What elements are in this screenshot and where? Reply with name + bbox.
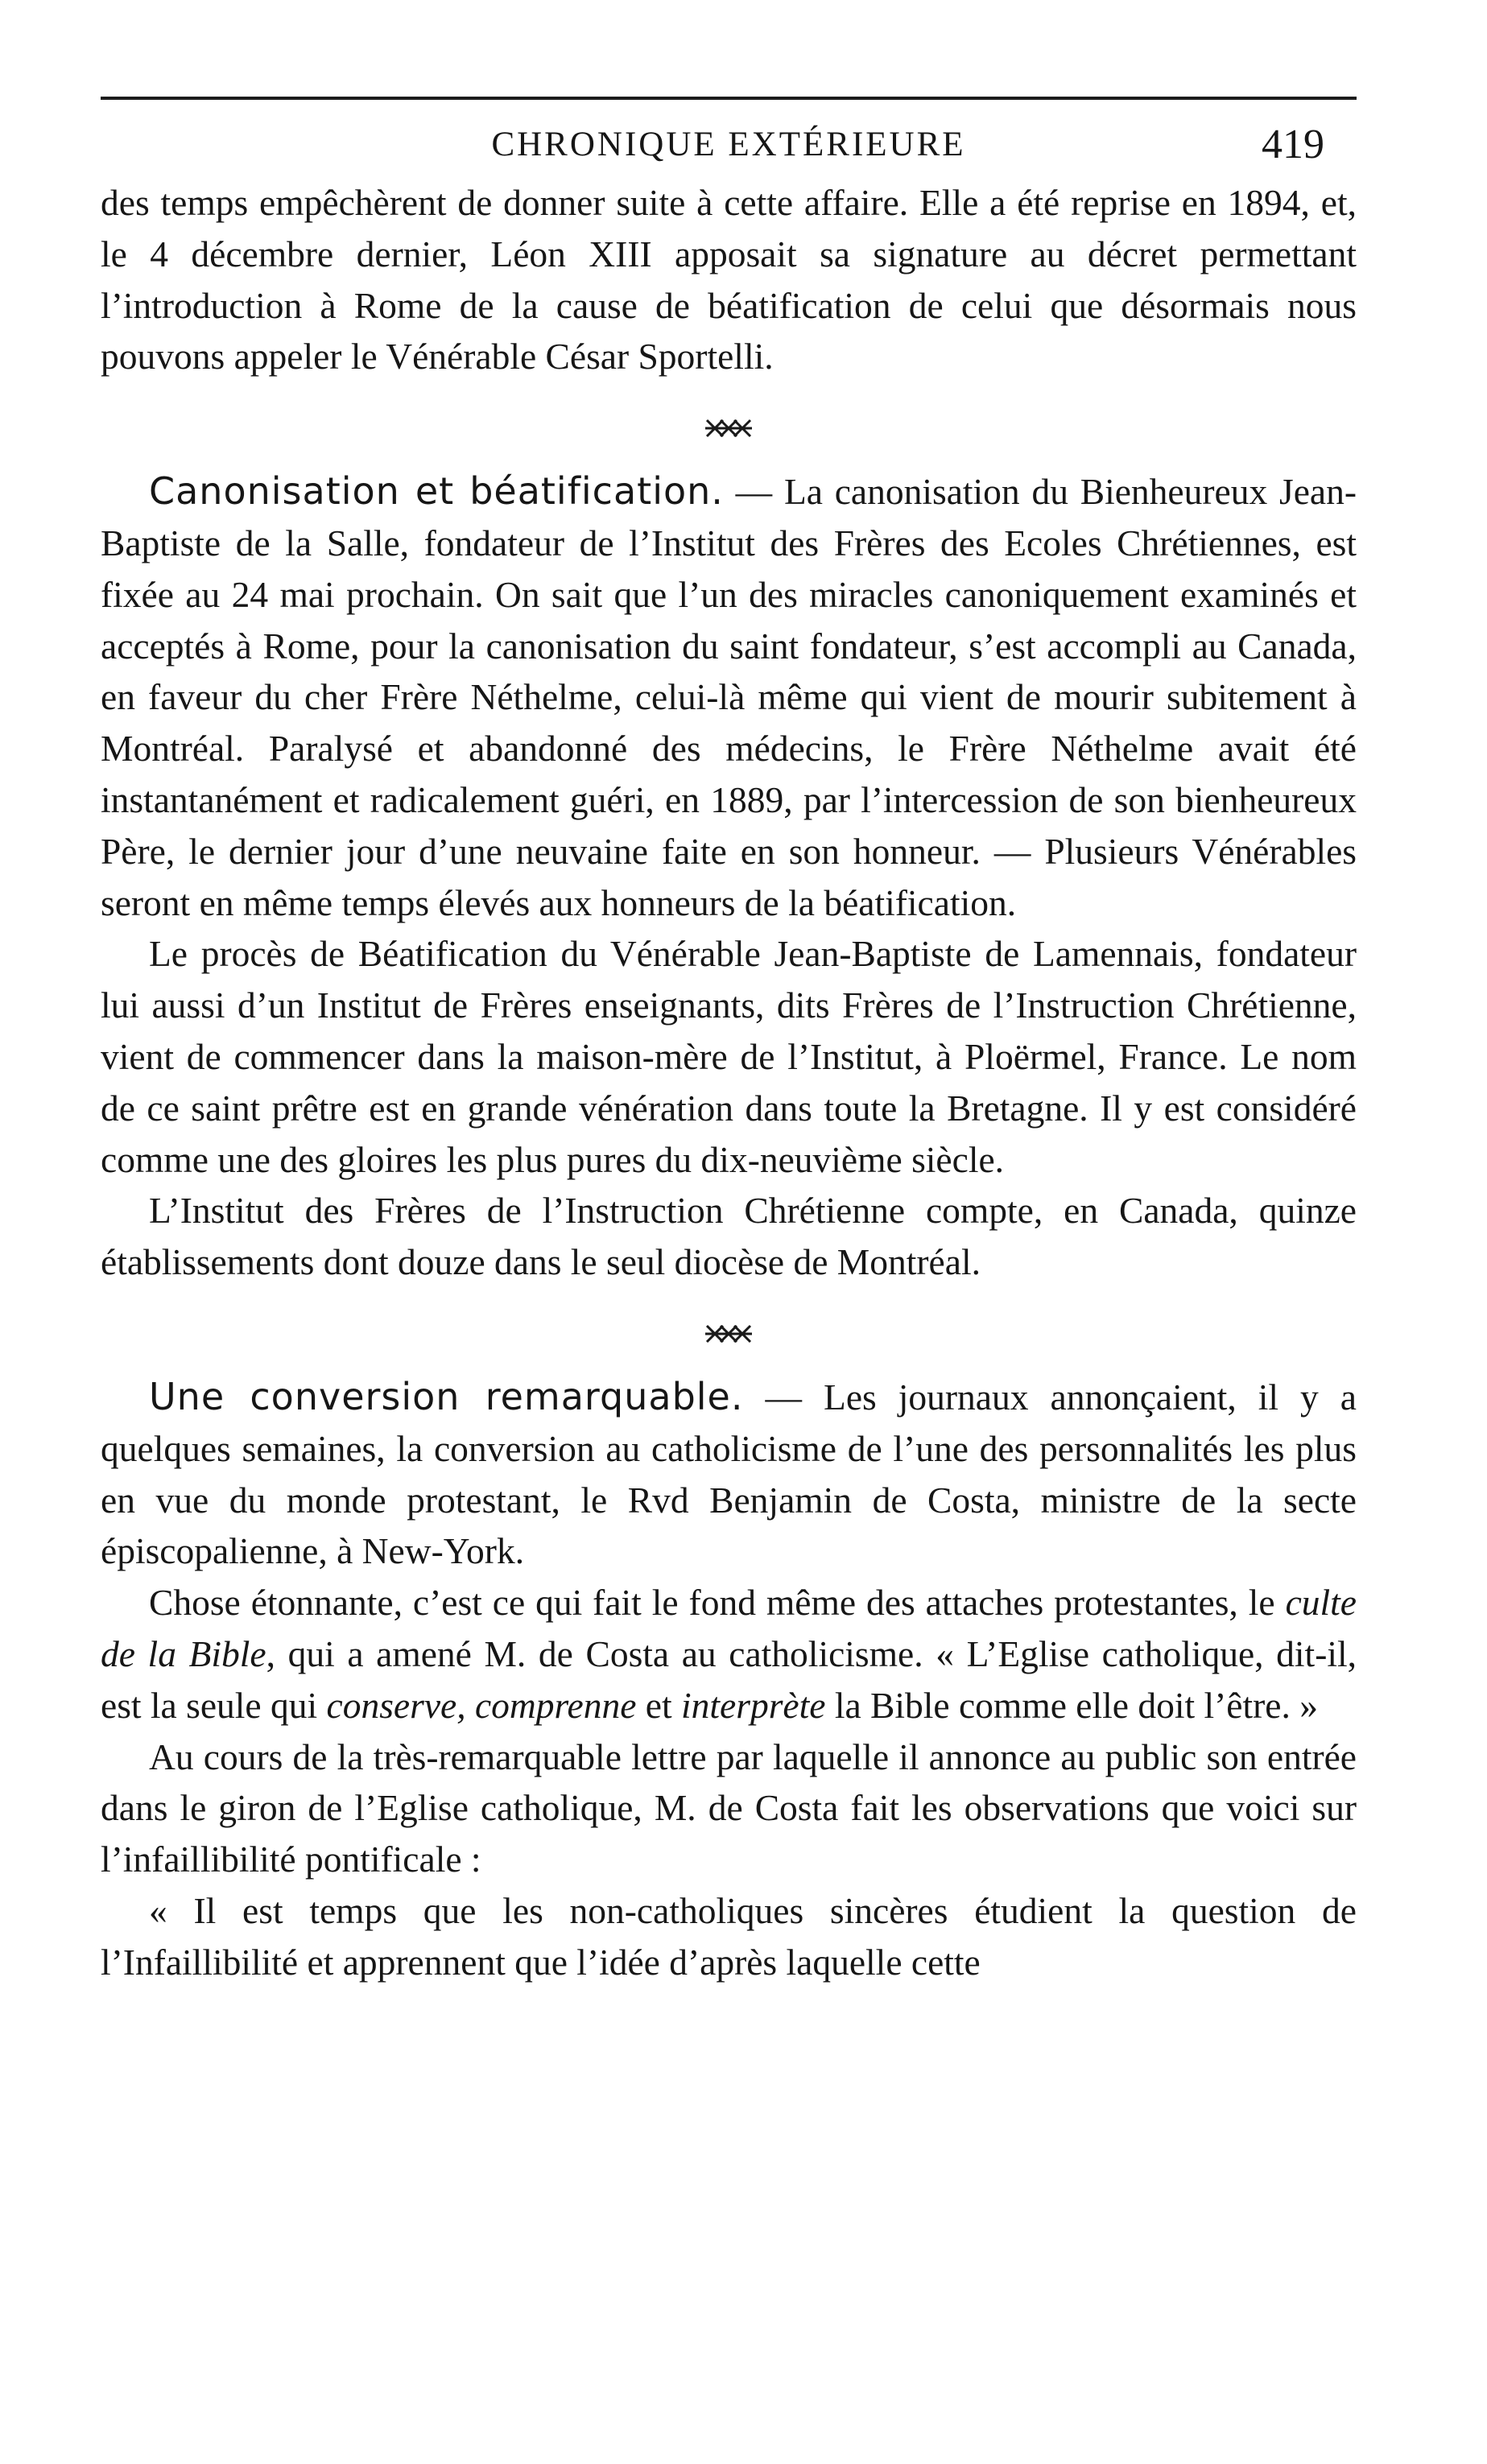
body-text [101,177,1357,1988]
section-heading-conversion: Une conversion remarquable. [149,1374,744,1418]
paragraph-quotation: « Il est temps que les non-catholiques sincères étudient la question de l’Infaillibilité et apprennent que l’idée d’après laquelle cette [101,1889,1357,1983]
running-header [101,100,1357,177]
ornament-icon [704,1323,754,1345]
text-run: et [636,1684,682,1726]
ornament-icon [704,417,754,440]
paragraph-canonisation [101,466,1357,928]
running-title: CHRONIQUE EXTÉRIEURE [491,126,966,163]
paragraph-lettre: Au cours de la très-remarquable lettre par laquelle il annonce au public son entrée dans le giron de l’Eglise catholique, M. de Costa fait les observations que voici sur l’infaillibilité pontificale : [101,1736,1357,1880]
italic-run: interprète [681,1684,826,1726]
paragraph-continuation: des temps empêchèrent de donner suite à cette affaire. Elle a été reprise en 1894, et, le 4 décembre dernier, Léon XIII apposait sa signature au décret permettant l’introduction à Rome de la cause de béatification de celui que désormais nous pouvons appeler le Vénérable César Sportelli. [101,182,1357,378]
section-ornament [101,382,1357,466]
page-number: 419 [1262,122,1324,167]
book-page [101,97,1357,1988]
section-text-canonisation: — La canonisation du Bienheureux Jean-Baptiste de la Salle, fondateur de l’Institut des Frères des Ecoles Chrétiennes, est fixée au 24 mai prochain. On sait que l’un des miracles canoniquement examinés et acceptés à Rome, pour la canonisation du saint fondateur, s’est accompli au Canada, en faveur du cher Frère Néthelme, celui-là même qui vient de mourir subitement à Montréal. Paralysé et abandonné des médecins, le Frère Néthelme avait été instantanément et radicalement guéri, en 1889, par l’intercession de son bienheureux Père, le dernier jour d’une neuvaine faite en son honneur. — Plusieurs Vénérables seront en même temps élevés aux honneurs de la béatification. [101,471,1357,923]
text-run: , qui a amené M. de Costa au catholicisme. « L’Eglise catholique, dit-il, est la seule qui [101,1632,1357,1726]
paragraph-bible [101,1577,1357,1731]
paragraph-institut: L’Institut des Frères de l’Instruction Chrétienne compte, en Canada, quinze établissements dont douze dans le seul diocèse de Montréal. [101,1190,1357,1283]
section-ornament [101,1288,1357,1372]
paragraph-conversion [101,1372,1357,1577]
italic-run: culte de la Bible [101,1582,1357,1674]
section-text-conversion: — Les journaux annonçaient, il y a quelques semaines, la conversion au catholicisme de l’une des personnalités les plus en vue du monde protestant, le Rvd Benjamin de Costa, ministre de la secte épiscopalienne, à New-York. [101,1376,1357,1572]
text-run: Chose étonnante, c’est ce qui fait le fond même des attaches protestantes, le [149,1582,1286,1624]
italic-run: conserve, comprenne [326,1684,637,1726]
section-heading-canonisation: Canonisation et béatification. [149,469,724,514]
text-run: la Bible comme elle doit l’être. » [825,1684,1318,1726]
paragraph-lamennais: Le procès de Béatification du Vénérable Jean-Baptiste de Lamennais, fondateur lui aussi d’un Institut de Frères enseignants, dits Frères de l’Instruction Chrétienne, vient de commencer dans la maison-mère de l’Institut, à Ploërmel, France. Le nom de ce saint prêtre est en grande vénération dans toute la Bretagne. Il y est considéré comme une des gloires les plus pures du dix-neuvième siècle. [101,933,1357,1180]
